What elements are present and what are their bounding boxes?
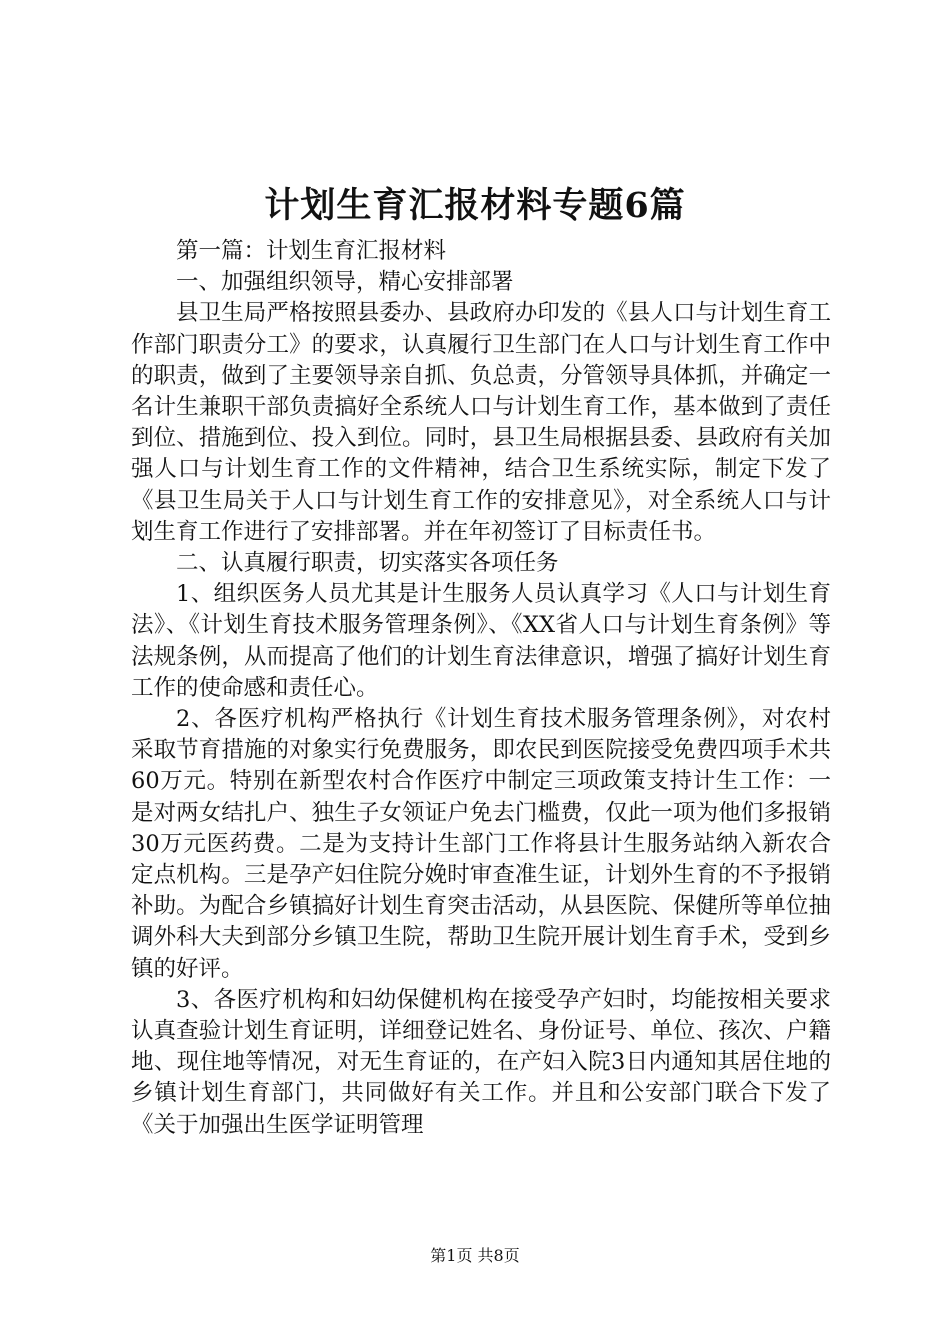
paragraph: 3、各医疗机构和妇幼保健机构在接受孕产妇时，均能按相关要求认真查验计划生育证明，详细登记姓名、身份证号、单位、孩次、户籍地、现住地等情况，对无生育证的，在产妇入院3日内通知其居住地的乡镇计划生育部门，共同做好有关工作。并且和公安部门联合下发了《关于加强出生医学证明管理: [131, 986, 831, 1138]
subheading-one: 一、加强组织领导，精心安排部署: [176, 269, 514, 296]
page-footer: [0, 1246, 950, 1266]
page-number: 第1页: [430, 1246, 473, 1265]
paragraph: 1、组织医务人员尤其是计生服务人员认真学习《人口与计划生育法》、《计划生育技术服务管理条例》、《XX省人口与计划生育条例》等法规条例，从而提高了他们的计划生育法律意识，增强了搞好计划生育工作的使命感和责任心。: [131, 581, 831, 701]
document-title: 计划生育汇报材料专题6篇: [264, 185, 686, 226]
document-body: [131, 236, 831, 1141]
page-total: 共8页: [477, 1246, 520, 1265]
section-heading-first: 第一篇：计划生育汇报材料: [176, 238, 447, 264]
paragraph: 2、各医疗机构严格执行《计划生育技术服务管理条例》，对农村采取节育措施的对象实行免费服务，即农民到医院接受免费四项手术共60万元。特别在新型农村合作医疗中制定三项政策支持计生工作：一是对两女结扎户、独生子女领证户免去门槛费，仅此一项为他们多报销30万元医药费。二是为支持计生部门工作将县计生服务站纳入新农合定点机构。三是孕产妇住院分娩时审查准生证，计划外生育的不予报销补助。为配合乡镇搞好计划生育突击活动，从县医院、保健所等单位抽调外科大夫到部分乡镇卫生院，帮助卫生院开展计划生育手术，受到乡镇的好评。: [131, 706, 831, 982]
subheading-two: 二、认真履行职责，切实落实各项任务: [176, 550, 559, 577]
paragraph: 县卫生局严格按照县委办、县政府办印发的《县人口与计划生育工作部门职责分工》的要求，认真履行卫生部门在人口与计划生育工作中的职责，做到了主要领导亲自抓、负总责，分管领导具体抓，并确定一名计生兼职干部负责搞好全系统人口与计划生育工作，基本做到了责任到位、措施到位、投入到位。同时，县卫生局根据县委、县政府有关加强人口与计划生育工作的文件精神，结合卫生系统实际，制定下发了《县卫生局关于人口与计划生育工作的安排意见》，对全系统人口与计划生育工作进行了安排部署。并在年初签订了目标责任书。: [131, 300, 831, 545]
